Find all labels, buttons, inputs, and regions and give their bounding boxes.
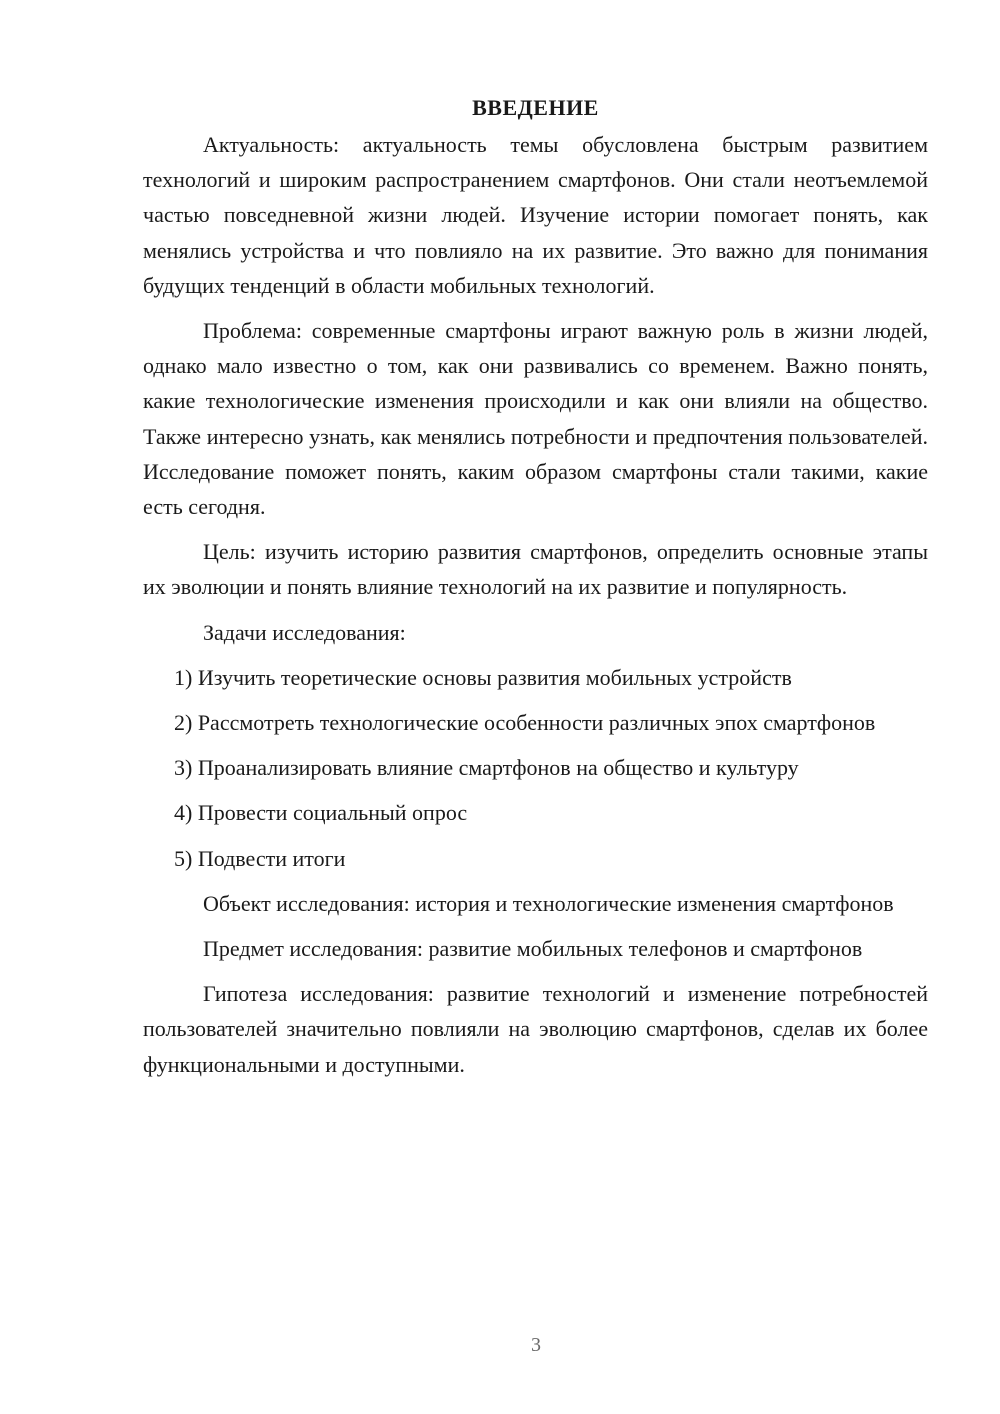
object-paragraph: Объект исследования: история и технологические изменения смартфонов <box>203 890 894 916</box>
subject-paragraph: Предмет исследования: развитие мобильных телефонов и смартфонов <box>203 936 863 962</box>
problem-paragraph: Проблема: современные смартфоны играют важную роль в жизни людей, однако мало известно о том, как они развивались со временем. Важно понять, какие технологические изменения происходили и как они влияли на общество. Также интересно узнать, как менялись потребности и предпочтения пользователей. Исследование поможет понять, каким образом смартфоны стали такими, какие есть сегодня. <box>143 318 928 520</box>
task-item-2: 2) Рассмотреть технологические особенности различных эпох смартфонов <box>174 710 876 736</box>
task-item-4: 4) Провести социальный опрос <box>174 800 468 826</box>
task-item-5: 5) Подвести итоги <box>174 845 346 871</box>
task-item-3: 3) Проанализировать влияние смартфонов на общество и культуру <box>174 755 799 781</box>
page-content <box>143 90 928 1092</box>
page-title: ВВЕДЕНИЕ <box>472 95 599 120</box>
task-item-1: 1) Изучить теоретические основы развития мобильных устройств <box>174 664 792 690</box>
goal-paragraph: Цель: изучить историю развития смартфонов, определить основные этапы их эволюции и понять влияние технологий на их развитие и популярность. <box>143 539 928 600</box>
hypothesis-paragraph: Гипотеза исследования: развитие технологий и изменение потребностей пользователей значительно повлияли на эволюцию смартфонов, сделав их более функциональными и доступными. <box>143 981 928 1077</box>
page-number: 3 <box>531 1334 541 1356</box>
tasks-heading: Задачи исследования: <box>203 619 406 645</box>
relevance-paragraph: Актуальность: актуальность темы обусловлена быстрым развитием технологий и широким распространением смартфонов. Они стали неотъемлемой частью повседневной жизни людей. Изучение истории помогает понять, как менялись устройства и что повлияло на их развитие. Это важно для понимания будущих тенденций в области мобильных технологий. <box>143 132 928 298</box>
